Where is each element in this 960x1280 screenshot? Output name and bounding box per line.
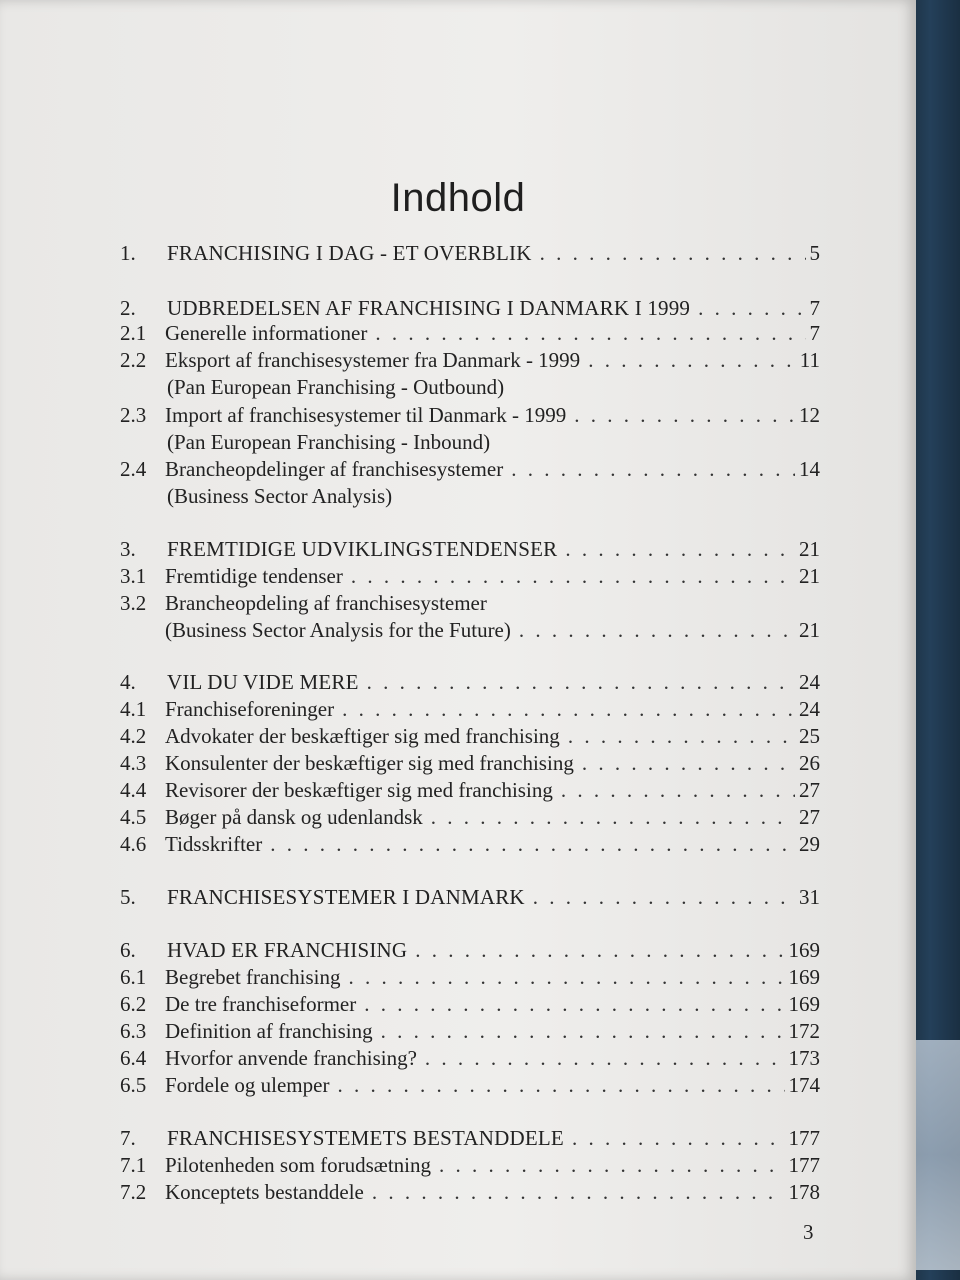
- toc-leader-dots: [431, 804, 795, 830]
- toc-entry-page: 26: [799, 751, 820, 775]
- toc-entry-text: Franchiseforeninger: [165, 697, 335, 721]
- toc-leader-dots: [698, 295, 805, 321]
- toc-entry-text: Brancheopdeling af franchisesystemer: [165, 591, 487, 615]
- toc-entry-page: 31: [799, 885, 820, 909]
- toc-entry: [120, 320, 820, 346]
- toc-entry-text: Fremtidige tendenser: [165, 564, 343, 588]
- toc-entry-text: De tre franchiseformer: [165, 992, 357, 1016]
- toc-entry-number: 6.1: [120, 965, 147, 989]
- toc-leader-dots: [337, 1072, 784, 1098]
- toc-leader-dots: [415, 937, 784, 963]
- toc-entry-text: Begrebet franchising: [165, 965, 341, 989]
- toc-leader-dots: [342, 696, 795, 722]
- toc-entry: [120, 295, 820, 321]
- toc-entry-number: 4.3: [120, 751, 147, 775]
- toc-entry: [120, 240, 820, 266]
- toc-entry-page: 169: [788, 965, 820, 989]
- toc-entry-page: 174: [788, 1073, 820, 1097]
- toc-entry-page: 5: [809, 241, 820, 265]
- toc-leader-dots: [572, 1125, 785, 1151]
- toc-entry-number: 6.2: [120, 992, 147, 1016]
- toc-leader-dots: [351, 563, 795, 589]
- toc-entry-page: 27: [799, 805, 820, 829]
- toc-leader-dots: [565, 536, 795, 562]
- toc-entry-subtitle: (Business Sector Analysis): [167, 484, 393, 508]
- toc-entry-text: VIL DU VIDE MERE: [167, 670, 359, 694]
- toc-entry-number: 6.5: [120, 1073, 147, 1097]
- toc-leader-dots: [533, 884, 795, 910]
- toc-entry-number: 2.3: [120, 403, 147, 427]
- toc-entry: [120, 1179, 820, 1205]
- toc-entry-number: 6.3: [120, 1019, 147, 1043]
- toc-entry-number: 6.: [120, 938, 136, 962]
- toc-leader-dots: [511, 456, 795, 482]
- toc-entry: [120, 402, 820, 428]
- toc-entry-page: 21: [799, 618, 820, 642]
- toc-leader-dots: [381, 1018, 785, 1044]
- toc-entry-text: Revisorer der beskæftiger sig med franchising: [165, 778, 553, 802]
- toc-entry-page: 24: [799, 697, 820, 721]
- toc-leader-dots: [349, 964, 785, 990]
- toc-entry-number: 5.: [120, 885, 136, 909]
- toc-entry: [120, 590, 820, 616]
- toc-entry-number: 1.: [120, 241, 136, 265]
- toc-entry-number: 3.: [120, 537, 136, 561]
- toc-entry-text: FRANCHISESYSTEMER I DANMARK: [167, 885, 525, 909]
- toc-entry: [120, 804, 820, 830]
- toc-entry-number: 2.: [120, 296, 136, 320]
- toc-leader-dots: [425, 1045, 785, 1071]
- toc-entry-page: 169: [788, 938, 820, 962]
- toc-entry: [120, 723, 820, 749]
- toc-entry-number: 2.2: [120, 348, 147, 372]
- toc-entry-3-2-continuation: [120, 617, 820, 643]
- toc-entry: [120, 831, 820, 857]
- toc-leader-dots: [364, 991, 784, 1017]
- toc-entry-text: FRANCHISING I DAG - ET OVERBLIK: [167, 241, 532, 265]
- toc-entry-page: 24: [799, 670, 820, 694]
- toc-leader-dots: [519, 617, 795, 643]
- toc-entry-page: 27: [799, 778, 820, 802]
- toc-entry-number: 4.6: [120, 832, 147, 856]
- toc-entry-text: (Business Sector Analysis for the Future): [165, 618, 511, 642]
- toc-entry-page: 21: [799, 537, 820, 561]
- toc-entry: [120, 456, 820, 482]
- toc-entry-page: 12: [799, 403, 820, 427]
- toc-entry: [120, 1045, 820, 1071]
- toc-entry-page: 177: [788, 1126, 820, 1150]
- toc-entry-number: 4.: [120, 670, 136, 694]
- toc-entry: [120, 991, 820, 1017]
- toc-entry-page: 14: [799, 457, 820, 481]
- toc-entry-page: 169: [788, 992, 820, 1016]
- toc-entry: [120, 696, 820, 722]
- toc-entry-page: 173: [788, 1046, 820, 1070]
- toc-entry-text: Advokater der beskæftiger sig med franchising: [165, 724, 560, 748]
- toc-entry-text: Tidsskrifter: [165, 832, 263, 856]
- toc-entry-text: Bøger på dansk og udenlandsk: [165, 805, 423, 829]
- toc-entry-text: Brancheopdelinger af franchisesystemer: [165, 457, 504, 481]
- toc-entry-number: 2.4: [120, 457, 147, 481]
- page-number: 3: [803, 1220, 814, 1244]
- page-title: Indhold: [390, 176, 526, 220]
- toc-entry-number: 4.4: [120, 778, 147, 802]
- toc-entry: [120, 347, 820, 373]
- toc-leader-dots: [270, 831, 795, 857]
- toc-entry-page: 177: [788, 1153, 820, 1177]
- toc-entry-text: UDBREDELSEN AF FRANCHISING I DANMARK I 1999: [167, 296, 691, 320]
- toc-entry: [120, 563, 820, 589]
- toc-entry-page: 178: [788, 1180, 820, 1204]
- toc-entry-number: 2.1: [120, 321, 147, 345]
- toc-entry: [120, 777, 820, 803]
- toc-entry-text: Hvorfor anvende franchising?: [165, 1046, 417, 1070]
- toc-entry-text: Fordele og ulemper: [165, 1073, 330, 1097]
- toc-entry-number: 7.1: [120, 1153, 147, 1177]
- toc-entry-text: Import af franchisesystemer til Danmark - 1999: [165, 403, 567, 427]
- toc-entry-text: Konsulenter der beskæftiger sig med franchising: [165, 751, 574, 775]
- toc-entry: [120, 750, 820, 776]
- toc-entry-text: Pilotenheden som forudsætning: [165, 1153, 431, 1177]
- toc-entry-number: 4.1: [120, 697, 147, 721]
- toc-entry-number: 4.2: [120, 724, 147, 748]
- toc-leader-dots: [582, 750, 795, 776]
- toc-entry: [120, 1072, 820, 1098]
- toc-entry: [120, 669, 820, 695]
- toc-entry-text: Konceptets bestanddele: [165, 1180, 364, 1204]
- toc-entry: [120, 1125, 820, 1151]
- toc-leader-dots: [372, 1179, 785, 1205]
- toc-entry: [120, 1152, 820, 1178]
- toc-entry-text: FREMTIDIGE UDVIKLINGSTENDENSER: [167, 537, 558, 561]
- toc-entry-number: 7.2: [120, 1180, 147, 1204]
- toc-entry-subtitle: (Pan European Franchising - Outbound): [167, 375, 505, 399]
- toc-entry-number: 3.1: [120, 564, 147, 588]
- toc-entry-text: Eksport af franchisesystemer fra Danmark - 1999: [165, 348, 581, 372]
- toc-entry: [120, 884, 820, 910]
- toc-entry-text: Generelle informationer: [165, 321, 368, 345]
- toc-leader-dots: [439, 1152, 785, 1178]
- toc-entry-number: 6.4: [120, 1046, 147, 1070]
- toc-entry-text: FRANCHISESYSTEMETS BESTANDDELE: [167, 1126, 564, 1150]
- toc-entry-number: 3.2: [120, 591, 147, 615]
- toc-entry-page: 172: [788, 1019, 820, 1043]
- toc-leader-dots: [540, 240, 806, 266]
- toc-leader-dots: [375, 320, 805, 346]
- toc-entry-page: 11: [799, 348, 820, 372]
- toc-entry-page: 25: [799, 724, 820, 748]
- toc-entry-text: Definition af franchising: [165, 1019, 373, 1043]
- toc-entry-text: HVAD ER FRANCHISING: [167, 938, 408, 962]
- toc-entry: [120, 1018, 820, 1044]
- toc-entry-page: 29: [799, 832, 820, 856]
- toc-entry-subtitle: (Pan European Franchising - Inbound): [167, 430, 491, 454]
- toc-entry-page: 7: [809, 296, 820, 320]
- toc-entry-page: 7: [809, 321, 820, 345]
- toc-entry-number: 7.: [120, 1126, 136, 1150]
- toc-leader-dots: [574, 402, 795, 428]
- toc-entry-number: 4.5: [120, 805, 147, 829]
- toc-entry: [120, 536, 820, 562]
- toc-entry: [120, 937, 820, 963]
- toc-leader-dots: [367, 669, 795, 695]
- toc-leader-dots: [561, 777, 795, 803]
- toc-leader-dots: [588, 347, 796, 373]
- toc-leader-dots: [568, 723, 795, 749]
- toc-entry-page: 21: [799, 564, 820, 588]
- toc-entry: [120, 964, 820, 990]
